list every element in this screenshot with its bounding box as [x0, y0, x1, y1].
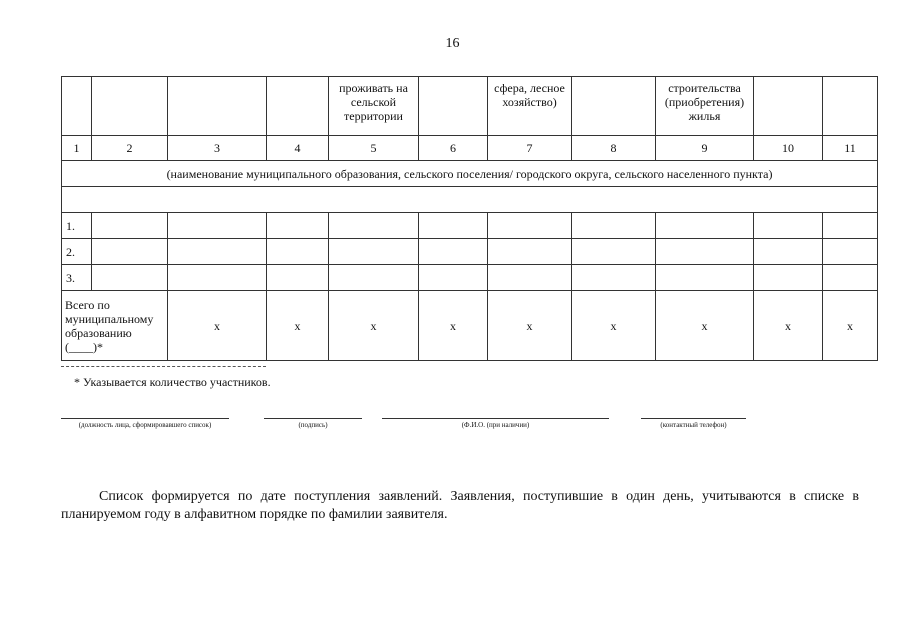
- header-cell: [62, 77, 92, 136]
- table-cell: [168, 213, 267, 239]
- column-number: 5: [329, 136, 419, 161]
- header-cell: [823, 77, 878, 136]
- header-cell: [92, 77, 168, 136]
- header-cell: сфера, лесное хозяйство): [488, 77, 572, 136]
- signature-line-position: (должность лица, сформировавшего список): [61, 418, 229, 429]
- row-number: 3.: [62, 265, 92, 291]
- column-number-row: [62, 136, 878, 161]
- table-cell: [823, 265, 878, 291]
- column-number: 11: [823, 136, 878, 161]
- header-cell: проживать на сельской территории: [329, 77, 419, 136]
- column-number: 4: [267, 136, 329, 161]
- municipality-name-cell: [62, 187, 878, 213]
- total-mark: x: [267, 291, 329, 361]
- column-number: 6: [419, 136, 488, 161]
- page-number: 16: [445, 36, 460, 51]
- table-cell: [92, 213, 168, 239]
- total-mark: x: [488, 291, 572, 361]
- table-cell: [92, 239, 168, 265]
- table-cell: [329, 213, 419, 239]
- table-row: [62, 239, 878, 265]
- row-number: 1.: [62, 213, 92, 239]
- header-cell: [419, 77, 488, 136]
- signature-line-phone: (контактный телефон): [641, 418, 746, 429]
- column-number: 7: [488, 136, 572, 161]
- table-cell: [419, 213, 488, 239]
- table-cell: [267, 239, 329, 265]
- table-cell: [823, 213, 878, 239]
- signature-line-signature: (подпись): [264, 418, 362, 429]
- table-cell: [329, 265, 419, 291]
- table-cell: [488, 265, 572, 291]
- participants-table: [61, 76, 878, 361]
- total-mark: x: [419, 291, 488, 361]
- column-number: 9: [656, 136, 754, 161]
- footnote: * Указывается количество участников.: [74, 375, 271, 389]
- header-cell: строительства (приобретения) жилья: [656, 77, 754, 136]
- table-cell: [168, 239, 267, 265]
- municipality-row: [62, 161, 878, 187]
- table-cell: [419, 265, 488, 291]
- table-cell: [92, 265, 168, 291]
- footnote-separator: [61, 366, 266, 367]
- table-row: [62, 213, 878, 239]
- column-number: 1: [62, 136, 92, 161]
- table-cell: [168, 265, 267, 291]
- table-cell: [419, 239, 488, 265]
- header-cell: [572, 77, 656, 136]
- table-cell: [656, 213, 754, 239]
- table-cell: [754, 213, 823, 239]
- table-cell: [267, 213, 329, 239]
- column-number: 8: [572, 136, 656, 161]
- table-cell: [823, 239, 878, 265]
- table-cell: [329, 239, 419, 265]
- header-row: [62, 77, 878, 136]
- total-label: Всего по муниципальному образованию (____)*: [62, 291, 168, 361]
- table-cell: [656, 265, 754, 291]
- total-mark: x: [329, 291, 419, 361]
- table-cell: [572, 239, 656, 265]
- total-mark: x: [823, 291, 878, 361]
- signature-line-full-name: (Ф.И.О. (при наличии): [382, 418, 609, 429]
- list-formation-note: Список формируется по дате поступления заявлений. Заявления, поступившие в один день, учитываются в списке в планируемом году в алфавитном порядке по фамилии заявителя.: [61, 489, 859, 522]
- table-cell: [754, 265, 823, 291]
- table-cell: [267, 265, 329, 291]
- total-row: [62, 291, 878, 361]
- column-number: 2: [92, 136, 168, 161]
- table-cell: [572, 265, 656, 291]
- municipality-name-row: [62, 187, 878, 213]
- header-cell: [267, 77, 329, 136]
- header-cell: [168, 77, 267, 136]
- total-mark: x: [168, 291, 267, 361]
- table-row: [62, 265, 878, 291]
- header-cell: [754, 77, 823, 136]
- column-number: 10: [754, 136, 823, 161]
- table-cell: [488, 239, 572, 265]
- total-mark: x: [656, 291, 754, 361]
- total-mark: x: [754, 291, 823, 361]
- row-number: 2.: [62, 239, 92, 265]
- table-cell: [572, 213, 656, 239]
- table-cell: [656, 239, 754, 265]
- table-cell: [754, 239, 823, 265]
- column-number: 3: [168, 136, 267, 161]
- municipality-note: (наименование муниципального образования, сельского поселения/ городского округа, сельского населенного пункта): [62, 161, 878, 187]
- table-cell: [488, 213, 572, 239]
- total-mark: x: [572, 291, 656, 361]
